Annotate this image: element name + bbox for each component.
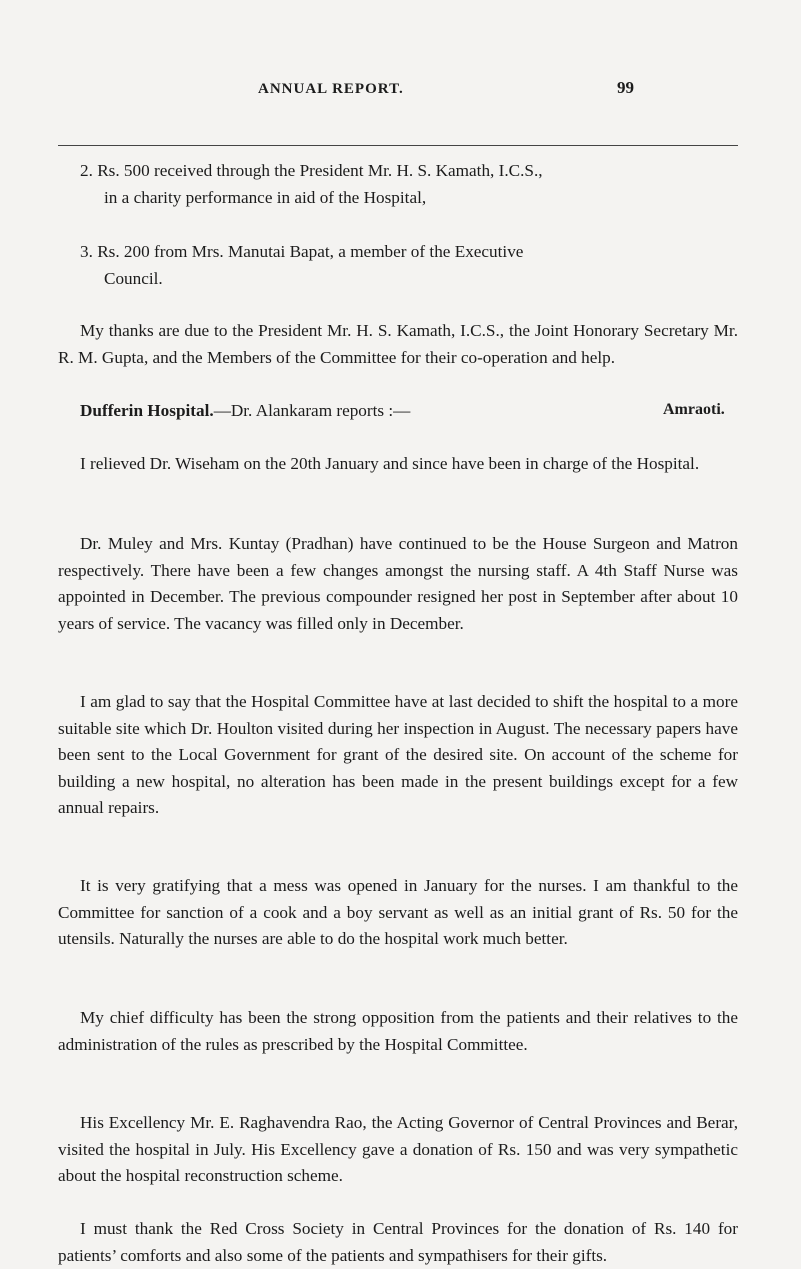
dufferin-heading-line [58,398,738,425]
body-paragraph: Dr. Muley and Mrs. Kuntay (Pradhan) have continued to be the House Surgeon and Matron respectively. There have been a few changes amongst the nursing staff. A 4th Staff Nurse was appointed in December. The previous compounder resigned her post in September after about 10 years of service. The vacancy was filled only in December. [58,534,738,633]
header-rule [58,145,738,146]
list-item-continuation: Council. [104,268,163,288]
list-item [80,158,740,211]
page-number: 99 [617,78,634,97]
body-paragraph: It is very gratifying that a mess was opened in January for the nurses. I am thankful to the Committee for sanction of a cook and a boy servant as well as an initial grant of Rs. 50 for the utensils. Naturally the nurses are able to do the hospital work much better. [58,876,738,948]
list-item [80,239,740,292]
body-paragraph: My chief difficulty has been the strong opposition from the patients and their relatives to the administration of the rules as prescribed by the Hospital Committee. [58,1008,738,1054]
body-paragraph: I must thank the Red Cross Society in Central Provinces for the donation of Rs. 140 for patients’ comforts and also some of the patients and sympathisers for their gifts. [58,1219,738,1265]
section-intro: —Dr. Alankaram reports :— [213,401,411,420]
list-item-line: 3. Rs. 200 from Mrs. Manutai Bapat, a member of the Executive [80,242,524,261]
page-header [0,78,801,102]
list-item-line: 2. Rs. 500 received through the President Mr. H. S. Kamath, I.C.S., [80,161,543,180]
running-title: ANNUAL REPORT. [258,81,404,97]
body-paragraph: I am glad to say that the Hospital Committee have at last decided to shift the hospital to a more suitable site which Dr. Houlton visited during her inspection in August. The necessary papers have been sent to the Local Government for grant of the desired site. On account of the scheme for building a new hospital, no alteration has been made in the present buildings except for a few annual repairs. [58,692,738,817]
thanks-paragraph: My thanks are due to the President Mr. H. S. Kamath, I.C.S., the Joint Honorary Secretary Mr. R. M. Gupta, and the Members of the Committee for their co-operation and help. [58,321,738,367]
list-item-continuation: in a charity performance in aid of the Hospital, [104,187,427,207]
body-paragraph: His Excellency Mr. E. Raghavendra Rao, the Acting Governor of Central Provinces and Berar, visited the hospital in July. His Excellency gave a donation of Rs. 150 and was very sympathetic about the hospital reconstruction scheme. [58,1113,738,1185]
section-heading: Dufferin Hospital. [80,401,214,420]
margin-note: Amraoti. [663,401,725,418]
body-paragraph: I relieved Dr. Wiseham on the 20th January and since have been in charge of the Hospital. [80,454,700,473]
